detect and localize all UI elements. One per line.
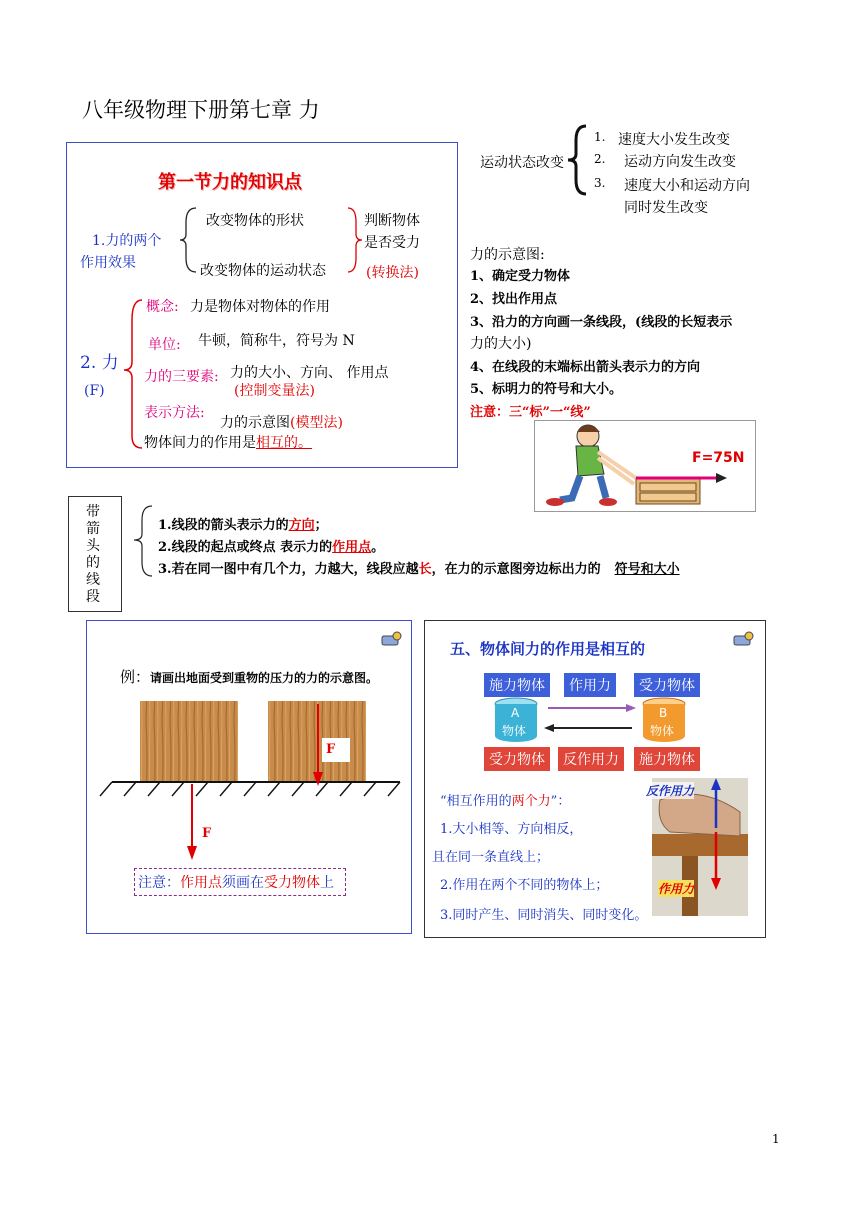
- motion-item-3: 速度大小和运动方向: [624, 178, 750, 194]
- tag-exert-bottom: 施力物体: [634, 747, 700, 771]
- motion-item-3-num: 3.: [594, 176, 606, 190]
- diagram-step-3: 3、沿力的方向画一条线段，(线段的长短表示: [470, 315, 733, 330]
- example-note-mid: 须画在: [222, 875, 264, 891]
- tag-exert-top: 施力物体: [484, 673, 550, 697]
- mutual-pair-post: ”：: [550, 794, 571, 809]
- page-number: 1: [772, 1132, 780, 1146]
- diagram-step-5: 5、标明力的符号和大小。: [470, 382, 623, 397]
- example-note-red1: 作用点: [180, 875, 222, 891]
- motion-item-1-num: 1.: [594, 130, 606, 144]
- mutual-statement-text: 物体间力的作用是: [144, 435, 256, 451]
- object-a-label-1: A: [511, 706, 520, 720]
- arrow-rule-3-mid: ，在力的示意图旁边标出力的: [431, 562, 601, 577]
- action-force-label: 作用力: [658, 882, 695, 896]
- example-note-red2: 受力物体: [264, 875, 320, 891]
- section1-heading: 第一节力的知识点: [158, 172, 302, 193]
- object-b-label-1: B: [659, 706, 668, 720]
- mutual-pair-key: 两个力: [511, 794, 551, 809]
- example-title-key: 例：: [120, 668, 151, 686]
- arrow-rule-3-key: 长: [418, 562, 432, 577]
- mutual-point-2: 2.作用在两个不同的物体上；: [440, 878, 609, 893]
- tag-reaction: 反作用力: [558, 747, 624, 771]
- arrow-rule-1-end: ；: [314, 518, 328, 533]
- judge-line-2: 是否受力: [364, 235, 420, 251]
- mutual-point-1: 1.大小相等、方向相反，: [440, 822, 583, 837]
- effect-shape: 改变物体的形状: [206, 213, 304, 229]
- example-note-post: 上: [320, 875, 334, 891]
- diagram-steps-note: 注意：三“标”一“线”: [470, 405, 591, 420]
- example-force-label-2: F: [202, 826, 212, 841]
- three-elements-value: 力的大小、方向、 作用点: [230, 365, 389, 381]
- reaction-force-label: 反作用力: [646, 784, 695, 798]
- motion-item-2-num: 2.: [594, 152, 606, 166]
- arrow-rule-3-end: 符号和大小: [614, 562, 680, 577]
- three-elements-key: 力的三要素:: [144, 369, 219, 385]
- arrow-rule-3-text: 3.若在同一图中有几个力，力越大，线段应越: [158, 562, 419, 577]
- arrow-rule-2-key: 作用点: [332, 540, 372, 555]
- representation-text: 力的示意图: [220, 415, 290, 431]
- arrow-rule-1-text: 1.线段的箭头表示力的: [158, 518, 289, 533]
- concept-value: 力是物体对物体的作用: [190, 299, 330, 315]
- tag-action: 作用力: [564, 673, 616, 697]
- arrow-rule-2-end: 。: [371, 540, 385, 555]
- force-label: 2. 力: [80, 353, 119, 373]
- arrow-rule-2-text: 2.线段的起点或终点 表示力的: [158, 540, 333, 555]
- three-elements-method: (控制变量法): [234, 383, 315, 399]
- effects-label-1: 1.力的两个: [92, 233, 162, 249]
- mutual-statement-key: 相互的。: [256, 435, 312, 451]
- concept-key: 概念:: [146, 299, 179, 315]
- motion-item-1: 速度大小发生改变: [618, 132, 730, 148]
- arrow-segment-side-label: 带箭头的线段: [86, 504, 100, 605]
- arrow-rule-1-key: 方向: [288, 518, 315, 533]
- force-symbol: (F): [84, 383, 105, 399]
- example-note-pre: 注意：: [138, 875, 180, 891]
- diagram-step-4: 4、在线段的末端标出箭头表示力的方向: [470, 360, 701, 375]
- tag-receive-top: 受力物体: [634, 673, 700, 697]
- diagram-step-3-cont: 力的大小): [470, 336, 532, 352]
- judge-method: (转换法): [366, 265, 419, 281]
- motion-item-2: 运动方向发生改变: [624, 154, 736, 170]
- tag-receive-bottom: 受力物体: [484, 747, 550, 771]
- example-force-label-1: F: [326, 742, 336, 757]
- diagram-step-2: 2、找出作用点: [470, 292, 558, 307]
- representation-method: (模型法): [290, 415, 343, 431]
- motion-label: 运动状态改变: [480, 155, 564, 171]
- force-value-label: F=75N: [692, 450, 745, 466]
- mutual-point-1-cont: 且在同一条直线上；: [432, 850, 550, 865]
- object-a-label-2: 物体: [502, 724, 527, 738]
- page-title: 八年级物理下册第七章 力: [82, 98, 320, 122]
- example-title-text: 请画出地面受到重物的压力的力的示意图。: [150, 671, 379, 685]
- mutual-pair-pre: “相互作用的: [440, 794, 512, 809]
- mutual-point-3: 3.同时产生、同时消失、同时变化。: [440, 908, 648, 923]
- diagram-step-1: 1、确定受力物体: [470, 269, 571, 284]
- diagram-steps-header: 力的示意图:: [470, 247, 545, 263]
- unit-value: 牛顿，简称牛，符号为 N: [198, 333, 355, 349]
- mutual-heading: 五、物体间力的作用是相互的: [450, 640, 646, 658]
- effect-motion: 改变物体的运动状态: [200, 263, 326, 279]
- motion-item-3-cont: 同时发生改变: [624, 200, 708, 216]
- representation-key: 表示方法:: [144, 405, 205, 421]
- object-b-label-2: 物体: [650, 724, 675, 738]
- judge-line-1: 判断物体: [364, 213, 420, 229]
- unit-key: 单位:: [148, 337, 181, 353]
- effects-label-2: 作用效果: [80, 255, 136, 271]
